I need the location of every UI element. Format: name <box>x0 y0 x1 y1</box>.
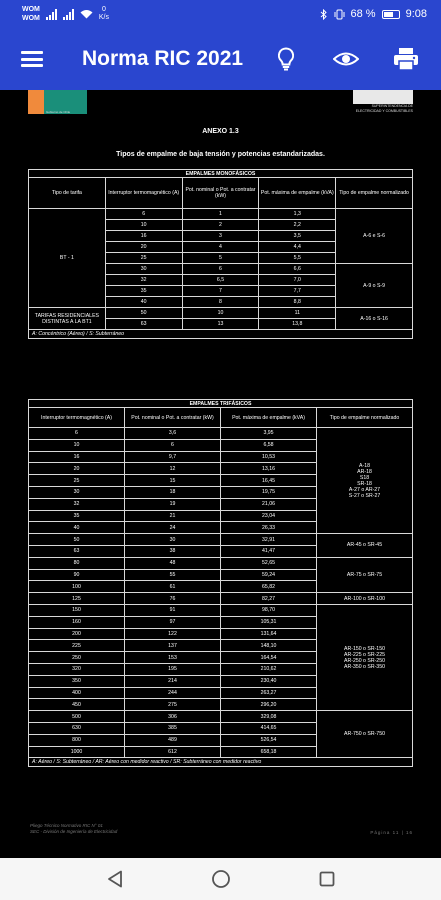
type-cell: A-9 o S-9 <box>336 264 413 308</box>
status-right <box>320 8 428 20</box>
cell: 26,33 <box>221 522 317 534</box>
cell: 2,2 <box>259 220 336 231</box>
lightbulb-icon <box>277 47 295 71</box>
vibrate-icon <box>334 9 345 20</box>
cell: 244 <box>125 687 221 699</box>
cell: 105,31 <box>221 616 317 628</box>
tri-header-breaker: Interruptor termomagnético (A) <box>29 408 125 428</box>
cell: 52,65 <box>221 557 317 569</box>
wifi-icon <box>80 9 93 19</box>
cell: 50 <box>29 534 125 546</box>
cell: 153 <box>125 652 221 664</box>
app-bar <box>0 28 441 90</box>
cell: 16,45 <box>221 475 317 487</box>
signal-icon <box>46 9 57 20</box>
cell: 450 <box>29 699 125 711</box>
menu-icon <box>21 51 43 67</box>
cell: 10 <box>105 220 182 231</box>
table-row <box>29 593 413 605</box>
cell: 296,20 <box>221 699 317 711</box>
cell: 200 <box>29 628 125 640</box>
gov-logo-caption: Gobierno de Chile <box>46 110 71 114</box>
network-speed <box>99 6 109 22</box>
status-bar <box>0 0 441 28</box>
mono-note: A: Concéntrico (Aéreo) / S: Subterráneo <box>29 330 413 339</box>
cell: 210,62 <box>221 663 317 675</box>
back-icon <box>107 870 123 888</box>
type-cell: AR-750 o SR-750 <box>317 711 413 758</box>
cell: 137 <box>125 640 221 652</box>
cell: 214 <box>125 675 221 687</box>
cell: 658,18 <box>221 746 317 758</box>
footer-line-1: Pliego Técnico Normativo RIC N° 01 <box>30 823 103 828</box>
cell: 16 <box>105 231 182 242</box>
carrier-1: WOM <box>22 6 40 13</box>
table-row <box>29 604 413 616</box>
type-cell: A-6 e S-6 <box>336 209 413 264</box>
cell: 35 <box>29 510 125 522</box>
mono-header-nominal: Pot. nominal o Pot. a contratar (kW) <box>182 178 259 209</box>
cell: 160 <box>29 616 125 628</box>
cell: 98,70 <box>221 604 317 616</box>
cell: 329,08 <box>221 711 317 723</box>
mono-header-type: Tipo de empalme normalizado <box>336 178 413 209</box>
mono-header-tariff: Tipo de tarifa <box>29 178 106 209</box>
cell: 40 <box>29 522 125 534</box>
cell: 18 <box>125 486 221 498</box>
cell: 400 <box>29 687 125 699</box>
document-title: Tipos de empalme de baja tensión y potencias estandarizadas. <box>116 151 325 158</box>
cell: 125 <box>29 593 125 605</box>
type-cell: AR-45 o SR-45 <box>317 534 413 558</box>
cell: 13,8 <box>259 319 336 330</box>
cell: 489 <box>125 734 221 746</box>
cell: 30 <box>105 264 182 275</box>
cell: 6,5 <box>182 275 259 286</box>
lightbulb-button[interactable] <box>265 38 307 80</box>
cell: 3,6 <box>125 428 221 440</box>
cell: 9,7 <box>125 451 221 463</box>
menu-button[interactable] <box>0 28 64 90</box>
tariff-residential: TARIFAS RESIDENCIALES DISTINTAS A LA BT1 <box>29 308 106 330</box>
type-cell: AR-150 o SR-150 AR-225 o SR-225 AR-250 o SR-250 AR-350 o SR-350 <box>317 604 413 710</box>
cell: 30 <box>29 486 125 498</box>
cell: 131,64 <box>221 628 317 640</box>
mono-header-breaker: Interruptor termomagnético (A) <box>105 178 182 209</box>
recents-button[interactable] <box>309 861 345 897</box>
back-button[interactable] <box>97 861 133 897</box>
cell: 30 <box>125 534 221 546</box>
cell: 3,5 <box>259 231 336 242</box>
cell: 32 <box>29 498 125 510</box>
cell: 15 <box>125 475 221 487</box>
monophasic-table <box>28 169 413 339</box>
annex-heading: ANEXO 1.3 <box>202 128 239 135</box>
cell: 6,58 <box>221 439 317 451</box>
cell: 6 <box>29 428 125 440</box>
cell: 385 <box>125 722 221 734</box>
carrier-2: WOM <box>22 15 40 22</box>
cell: 50 <box>105 308 182 319</box>
cell: 61 <box>125 581 221 593</box>
tri-note: A: Aéreo / S: Subterráneo / AR: Aéreo con medidor reactivo / SR: Subterráneo con medidor reactivo <box>29 758 413 767</box>
tri-header-max: Pot. máxima de empalme (kVA) <box>221 408 317 428</box>
cell: 3,95 <box>221 428 317 440</box>
view-button[interactable] <box>325 38 367 80</box>
cell: 63 <box>105 319 182 330</box>
type-cell: A-16 o S-16 <box>336 308 413 330</box>
cell: 21,06 <box>221 498 317 510</box>
cell: 6 <box>105 209 182 220</box>
tariff-bt1: BT - 1 <box>29 209 106 308</box>
appbar-actions <box>265 38 441 80</box>
cell: 35 <box>105 286 182 297</box>
triphasic-table <box>28 399 413 767</box>
cell: 76 <box>125 593 221 605</box>
cell: 65,82 <box>221 581 317 593</box>
gov-logo-orange <box>28 90 44 114</box>
cell: 263,27 <box>221 687 317 699</box>
page-number: Página 11 | 16 <box>370 830 413 835</box>
cell: 630 <box>29 722 125 734</box>
cell: 80 <box>29 557 125 569</box>
cell: 1000 <box>29 746 125 758</box>
signal-icon-2 <box>63 9 74 20</box>
cell: 6 <box>182 264 259 275</box>
cell: 10 <box>182 308 259 319</box>
cell: 5 <box>182 253 259 264</box>
mono-header-max: Pot. máxima de empalme (kVA) <box>259 178 336 209</box>
cell: 25 <box>29 475 125 487</box>
cell: 100 <box>29 581 125 593</box>
battery-percent: 68 % <box>350 8 376 20</box>
page-footer-left <box>30 823 117 835</box>
cell: 225 <box>29 640 125 652</box>
cell: 38 <box>125 545 221 557</box>
cell: 150 <box>29 604 125 616</box>
cell: 10,53 <box>221 451 317 463</box>
cell: 122 <box>125 628 221 640</box>
cell: 6,6 <box>259 264 336 275</box>
cell: 8 <box>182 297 259 308</box>
home-icon <box>211 869 231 889</box>
cell: 12 <box>125 463 221 475</box>
cell: 20 <box>29 463 125 475</box>
cell: 63 <box>29 545 125 557</box>
cell: 612 <box>125 746 221 758</box>
cell: 6 <box>125 439 221 451</box>
status-left <box>22 5 109 23</box>
cell: 13,16 <box>221 463 317 475</box>
table-row <box>29 534 413 546</box>
cell: 41,47 <box>221 545 317 557</box>
table-row <box>29 209 413 220</box>
cell: 800 <box>29 734 125 746</box>
app-title: Norma RIC 2021 <box>82 47 244 70</box>
type-cell: AR-100 o SR-100 <box>317 593 413 605</box>
cell: 250 <box>29 652 125 664</box>
clock: 9:08 <box>405 8 427 20</box>
cell: 10 <box>29 439 125 451</box>
table-row <box>29 428 413 440</box>
cell: 11 <box>259 308 336 319</box>
cell: 148,10 <box>221 640 317 652</box>
cell: 7,7 <box>259 286 336 297</box>
table-row <box>29 308 413 319</box>
cell: 20 <box>105 242 182 253</box>
cell: 32 <box>105 275 182 286</box>
tri-header-type: Tipo de empalme normalizado <box>317 408 413 428</box>
printer-icon <box>394 48 418 70</box>
cell: 32,91 <box>221 534 317 546</box>
cell: 21 <box>125 510 221 522</box>
cell: 306 <box>125 711 221 723</box>
cell: 8,8 <box>259 297 336 308</box>
cell: 1 <box>182 209 259 220</box>
cell: 4,4 <box>259 242 336 253</box>
cell: 97 <box>125 616 221 628</box>
tri-header-nominal: Pot. nominal o Pot. a contratar (kW) <box>125 408 221 428</box>
cell: 40 <box>105 297 182 308</box>
type-cell: AR-75 o SR-75 <box>317 557 413 592</box>
system-nav-bar <box>0 858 441 900</box>
table-row <box>29 557 413 569</box>
cell: 4 <box>182 242 259 253</box>
cell: 25 <box>105 253 182 264</box>
cell: 59,24 <box>221 569 317 581</box>
print-button[interactable] <box>385 38 427 80</box>
cell: 350 <box>29 675 125 687</box>
cell: 414,65 <box>221 722 317 734</box>
speed-value: 0 <box>102 6 106 13</box>
table-row <box>29 711 413 723</box>
cell: 164,54 <box>221 652 317 664</box>
cell: 2 <box>182 220 259 231</box>
cell: 23,04 <box>221 510 317 522</box>
footer-line-2: SEC - División de Ingeniería de Electricidad <box>30 829 118 834</box>
home-button[interactable] <box>203 861 239 897</box>
type-cell: A-18 AR-18 S18 SR-18 A-27 o AR-27 S-27 o SR-27 <box>317 428 413 534</box>
cell: 5,5 <box>259 253 336 264</box>
cell: 13 <box>182 319 259 330</box>
cell: 48 <box>125 557 221 569</box>
cell: 195 <box>125 663 221 675</box>
cell: 320 <box>29 663 125 675</box>
cell: 275 <box>125 699 221 711</box>
battery-icon <box>382 10 400 19</box>
eye-icon <box>333 51 359 67</box>
cell: 230,40 <box>221 675 317 687</box>
pdf-page[interactable] <box>0 90 441 858</box>
speed-unit: K/s <box>98 14 110 21</box>
mono-table-title: EMPALMES MONOFÁSICOS <box>29 170 413 178</box>
sec-logo <box>353 90 413 104</box>
cell: 3 <box>182 231 259 242</box>
carrier-labels <box>22 5 40 23</box>
cell: 7,0 <box>259 275 336 286</box>
cell: 526,54 <box>221 734 317 746</box>
tri-table-title: EMPALMES TRIFÁSICOS <box>29 400 413 408</box>
cell: 19,75 <box>221 486 317 498</box>
cell: 500 <box>29 711 125 723</box>
bluetooth-icon <box>320 9 328 20</box>
cell: 7 <box>182 286 259 297</box>
recents-icon <box>319 871 335 887</box>
cell: 55 <box>125 569 221 581</box>
cell: 91 <box>125 604 221 616</box>
cell: 90 <box>29 569 125 581</box>
cell: 24 <box>125 522 221 534</box>
cell: 16 <box>29 451 125 463</box>
cell: 19 <box>125 498 221 510</box>
sec-subtitle: SUPERINTENDENCIA DE ELECTRICIDAD Y COMBUSTIBLES <box>355 104 413 113</box>
cell: 82,27 <box>221 593 317 605</box>
cell: 1,3 <box>259 209 336 220</box>
